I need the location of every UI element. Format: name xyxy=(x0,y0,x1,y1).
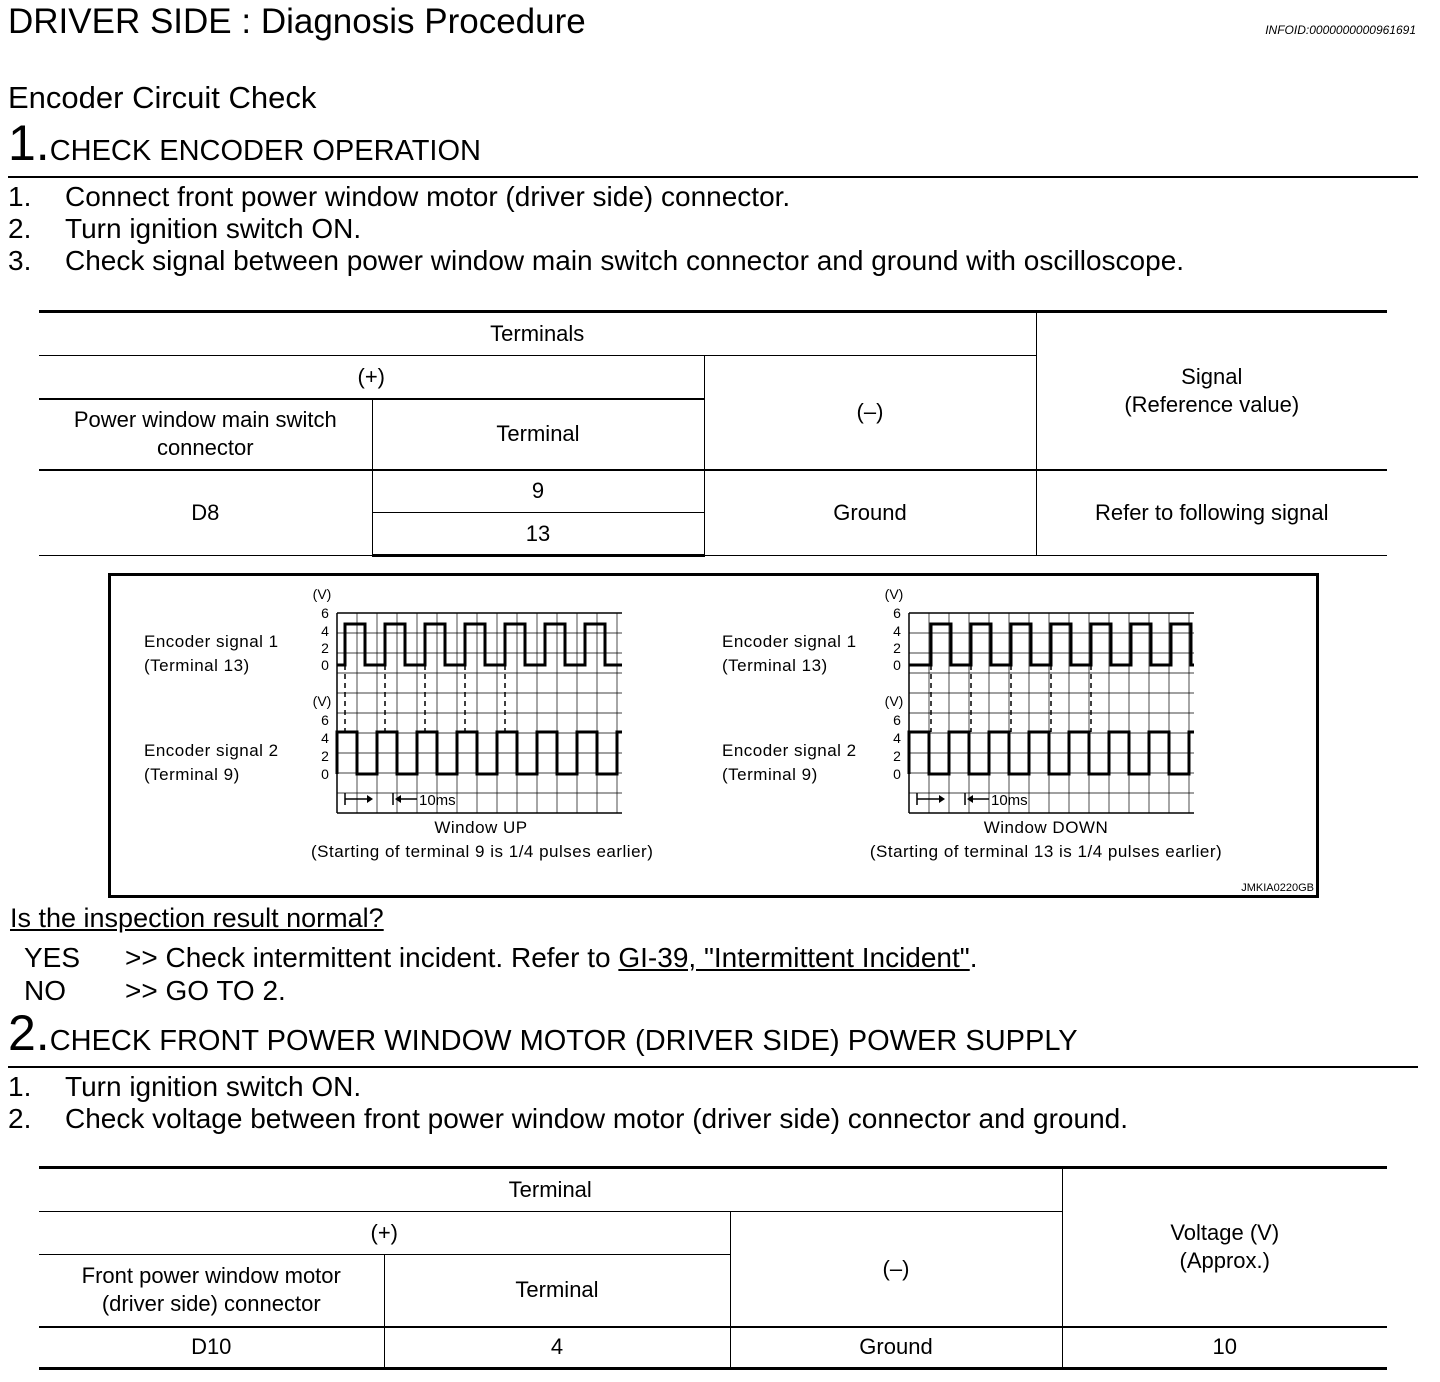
axis-tick-label: 6 xyxy=(321,712,329,728)
answer-yes: YES >> Check intermittent incident. Refer to GI-39, "Intermittent Incident". xyxy=(24,942,978,973)
table-header: (–) xyxy=(730,1212,1062,1327)
axis-tick-label: 4 xyxy=(321,730,329,746)
figure-caption: Window DOWN (Starting of terminal 13 is 1/4 pulses earlier) xyxy=(869,818,1223,861)
step-number: 1. xyxy=(8,115,50,171)
square-wave xyxy=(909,624,1194,665)
power-supply-table xyxy=(39,1166,1387,1370)
table-header: Terminal xyxy=(372,399,704,470)
table-header: (+) xyxy=(39,1212,730,1255)
step-2-heading xyxy=(8,1005,1078,1061)
table-header: (–) xyxy=(704,356,1036,470)
table-cell: 10 xyxy=(1062,1327,1387,1369)
axis-unit-label: (V) xyxy=(312,693,332,709)
section-subtitle: Encoder Circuit Check xyxy=(8,80,317,115)
encoder-terminal-table xyxy=(39,310,1387,557)
table-header: Power window main switch connector xyxy=(39,399,372,470)
step-1-instructions xyxy=(8,181,1184,277)
answer-no: NO >> GO TO 2. xyxy=(24,975,286,1006)
step-title: CHECK ENCODER OPERATION xyxy=(49,135,481,167)
table-header: Terminal xyxy=(384,1255,730,1327)
signal-label: Encoder signal 2 (Terminal 9) xyxy=(144,741,279,784)
axis-tick-label: 4 xyxy=(893,623,901,639)
axis-tick-label: 2 xyxy=(893,748,901,764)
table-header: Terminal xyxy=(39,1168,1062,1212)
table-header: (+) xyxy=(39,356,704,399)
arrow-head xyxy=(367,795,373,803)
square-wave xyxy=(337,624,622,665)
axis-tick-label: 4 xyxy=(321,623,329,639)
table-cell: D8 xyxy=(39,470,372,556)
table-header: Front power window motor (driver side) connector xyxy=(39,1255,384,1327)
signal-label: Encoder signal 1 (Terminal 13) xyxy=(144,632,279,675)
axis-tick-label: 0 xyxy=(321,657,329,673)
list-item: 1. Turn ignition switch ON. xyxy=(8,1071,362,1102)
axis-unit-label: (V) xyxy=(312,586,332,602)
step-title: CHECK FRONT POWER WINDOW MOTOR (DRIVER SIDE) POWER SUPPLY xyxy=(49,1025,1078,1057)
axis-tick-label: 4 xyxy=(893,730,901,746)
table-cell: Ground xyxy=(730,1327,1062,1369)
list-item: 1. Connect front power window motor (driver side) connector. xyxy=(8,181,791,212)
table-cell: Ground xyxy=(704,470,1036,556)
arrow-head xyxy=(967,795,973,803)
axis-tick-label: 2 xyxy=(321,640,329,656)
info-id: INFOID:0000000000961691 xyxy=(1265,23,1416,37)
figure-code: JMKIA0220GB xyxy=(1241,882,1314,894)
axis-tick-label: 6 xyxy=(893,605,901,621)
reference-link[interactable]: GI-39, "Intermittent Incident" xyxy=(618,942,970,973)
axis-tick-label: 0 xyxy=(321,766,329,782)
step-2-instructions xyxy=(8,1071,1128,1135)
table-header: Signal (Reference value) xyxy=(1036,312,1387,470)
axis-tick-label: 2 xyxy=(893,640,901,656)
table-header: Voltage (V) (Approx.) xyxy=(1062,1168,1387,1327)
axis-tick-label: 0 xyxy=(893,657,901,673)
divider xyxy=(8,1066,1418,1068)
step-1-heading xyxy=(8,115,481,171)
table-cell: D10 xyxy=(39,1327,384,1369)
divider xyxy=(8,176,1418,178)
table-cell: 4 xyxy=(384,1327,730,1369)
time-scale-label: 10ms xyxy=(991,792,1028,809)
figure-caption: Window UP (Starting of terminal 9 is 1/4 pulses earlier) xyxy=(311,818,654,861)
axis-unit-label: (V) xyxy=(884,586,904,602)
table-header: Terminals xyxy=(39,312,1036,356)
signal-label: Encoder signal 2 (Terminal 9) xyxy=(722,741,857,784)
page-title: DRIVER SIDE : Diagnosis Procedure xyxy=(8,2,586,41)
axis-unit-label: (V) xyxy=(884,693,904,709)
inspection-question: Is the inspection result normal? xyxy=(10,903,384,933)
table-cell: 13 xyxy=(372,513,704,556)
axis-tick-label: 2 xyxy=(321,748,329,764)
table-cell: 9 xyxy=(372,470,704,513)
axis-tick-label: 0 xyxy=(893,766,901,782)
arrow-head xyxy=(939,795,945,803)
list-item: 2. Check voltage between front power window motor (driver side) connector and ground. xyxy=(8,1103,1129,1134)
step-number: 2. xyxy=(8,1005,50,1061)
time-scale-label: 10ms xyxy=(419,792,456,809)
table-cell: Refer to following signal xyxy=(1036,470,1387,556)
arrow-head xyxy=(395,795,401,803)
oscilloscope-figure xyxy=(108,573,1319,898)
axis-tick-label: 6 xyxy=(321,605,329,621)
list-item: 2. Turn ignition switch ON. xyxy=(8,213,362,244)
signal-label: Encoder signal 1 (Terminal 13) xyxy=(722,632,857,675)
axis-tick-label: 6 xyxy=(893,712,901,728)
list-item: 3. Check signal between power window main switch connector and ground with oscilloscope. xyxy=(8,245,1185,276)
